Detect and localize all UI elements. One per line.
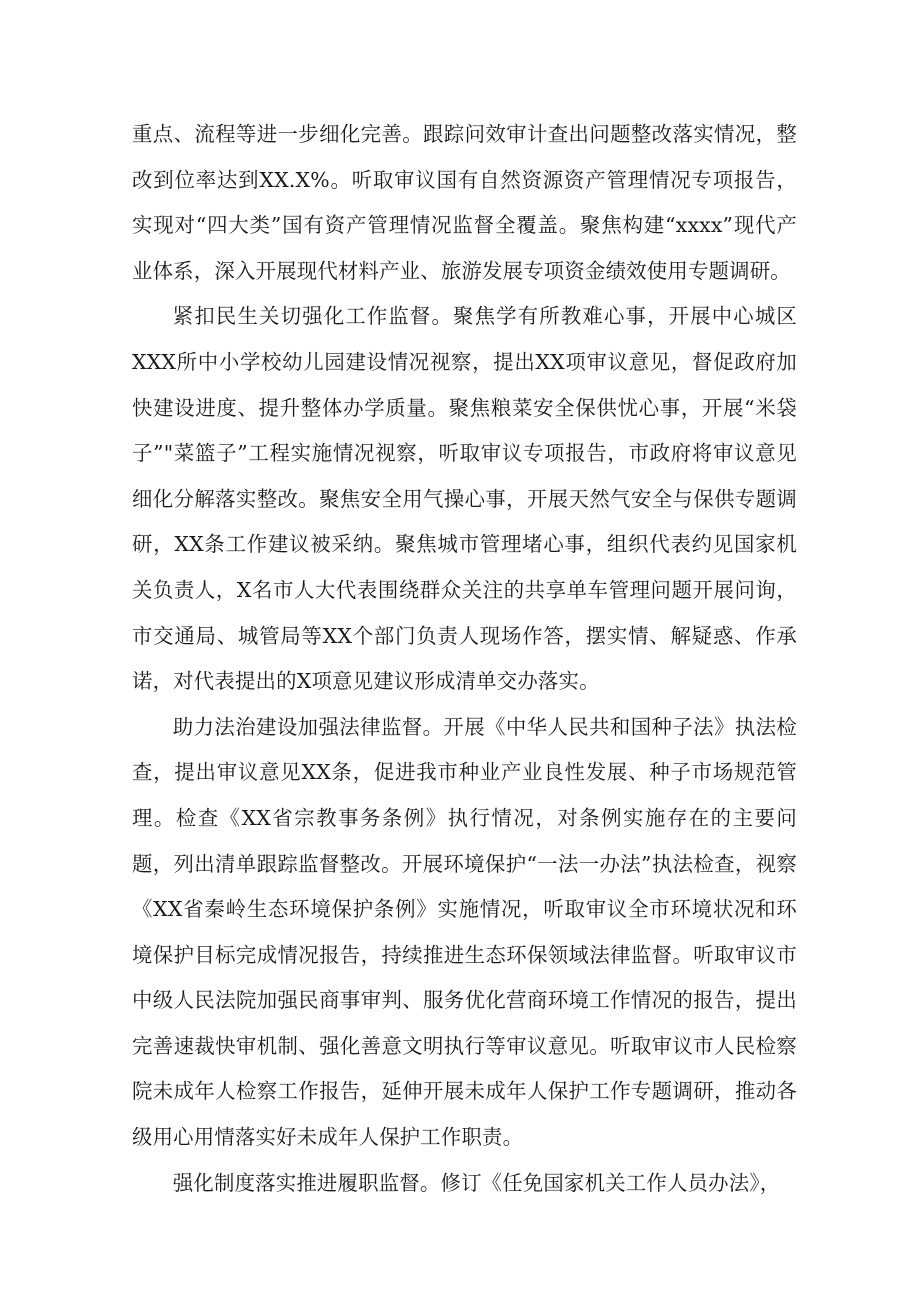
paragraph-legal-supervision: 助力法治建设加强法律监督。开展《中华人民共和国种子法》执法检查，提出审议意见XX条，促进我市种业产业良性发展、种子市场规范管理。检查《XX省宗教事务条例》执行情况，对条例实施存在的主要问题，列出清单跟踪监督整改。开展环境保护“一法一办法”执法检查，视察《XX省秦岭生态环境保护条例》实施情况，听取审议全市环境状况和环境保护目标完成情况报告，持续推进生态环保领域法律监督。听取审议市中级人民法院加强民商事审判、服务优化营商环境工作情况的报告，提出完善速裁快审机制、强化善意文明执行等审议意见。听取审议市人民检察院未成年人检察工作报告，延伸开展未成年人保护工作专题调研，推动各级用心用情落实好未成年人保护工作职责。 [132, 714, 797, 1150]
paragraph-continued-supervision: 重点、流程等进一步细化完善。跟踪问效审计查出问题整改落实情况，整改到位率达到XX.X%。听取审议国有自然资源资产管理情况专项报告，实现对“四大类”国有资产管理情况监督全覆盖。聚焦构建“xxxx”现代产业体系，深入开展现代材料产业、旅游发展专项资金绩效使用专题调研。 [132, 122, 797, 283]
paragraph-livelihood-supervision: 紧扣民生关切强化工作监督。聚焦学有所教难心事，开展中心城区XXX所中小学校幼儿园建设情况视察，提出XX项审议意见，督促政府加快建设进度、提升整体办学质量。聚焦粮菜安全保供忧心事，开展“米袋子”"菜篮子”工程实施情况视察，听取审议专项报告，市政府将审议意见细化分解落实整改。聚焦安全用气操心事，开展天然气安全与保供专题调研，XX条工作建议被采纳。聚焦城市管理堵心事，组织代表约见国家机关负责人，X名市人大代表围绕群众关注的共享单车管理问题开展问询，市交通局、城管局等XX个部门负责人现场作答，摆实情、解疑惑、作承诺，对代表提出的X项意见建议形成清单交办落实。 [132, 304, 797, 694]
document-body [132, 112, 797, 1206]
paragraph-system-supervision: 强化制度落实推进履职监督。修订《任免国家机关工作人员办法》， [172, 1170, 781, 1195]
